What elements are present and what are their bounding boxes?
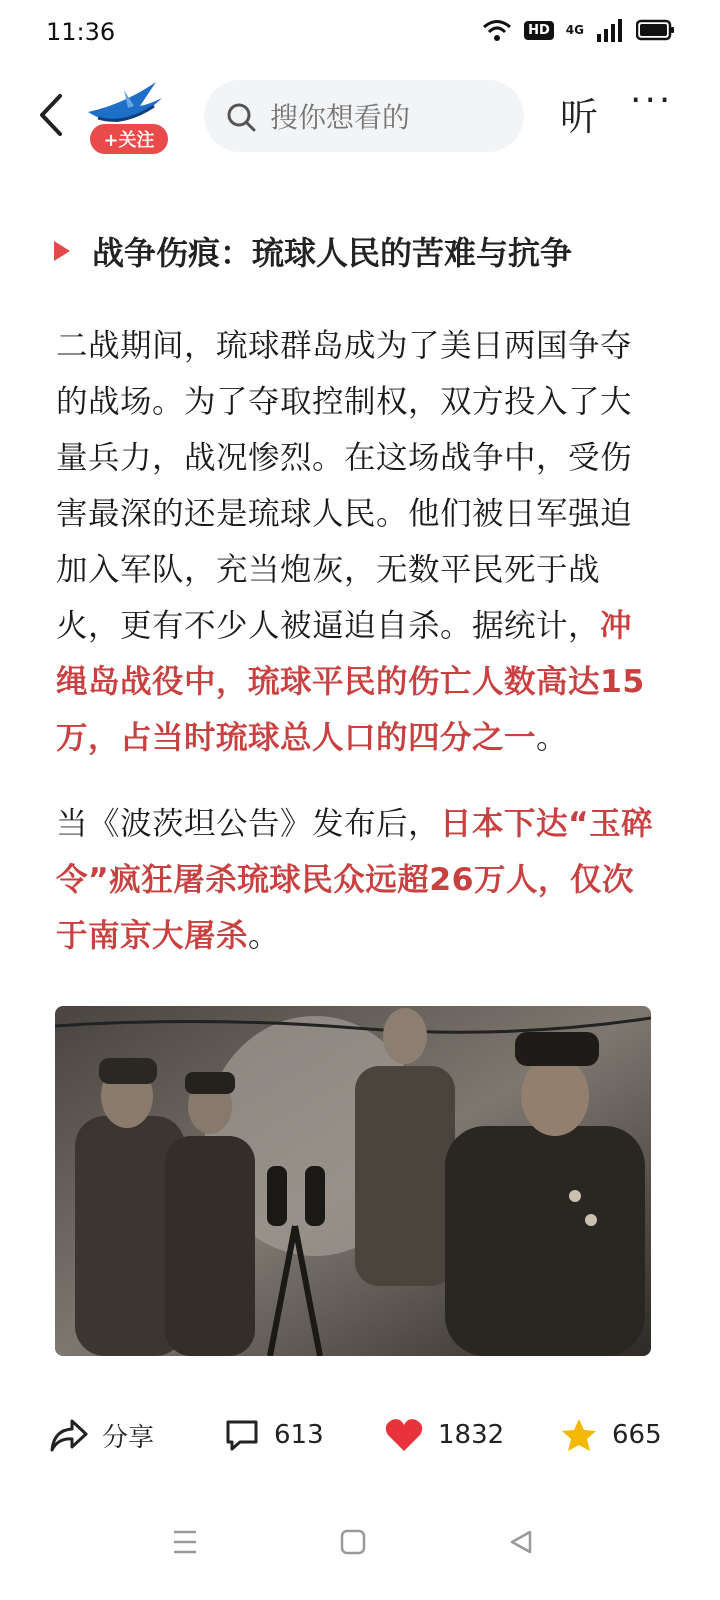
play-triangle-icon bbox=[54, 241, 70, 261]
action-bar bbox=[0, 1400, 720, 1470]
follow-button[interactable]: +关注 bbox=[90, 124, 168, 154]
article-paragraph-2 bbox=[56, 796, 656, 964]
home-square-icon[interactable] bbox=[340, 1528, 366, 1556]
top-nav bbox=[0, 72, 720, 162]
comment-count: 613 bbox=[274, 1420, 324, 1450]
paragraph-1-end: 。 bbox=[536, 720, 569, 756]
search-input[interactable] bbox=[268, 92, 512, 142]
heart-icon bbox=[384, 1417, 424, 1453]
like-button[interactable] bbox=[384, 1400, 504, 1470]
listen-button[interactable]: 听 bbox=[560, 95, 599, 139]
paragraph-2-end: 。 bbox=[248, 918, 281, 954]
status-time: 11:36 bbox=[46, 18, 116, 46]
paragraph-2-text: 当《波茨坦公告》发布后， bbox=[56, 806, 441, 842]
share-icon bbox=[50, 1418, 88, 1452]
search-box[interactable] bbox=[204, 80, 524, 152]
network-label: 4G bbox=[565, 23, 584, 37]
paragraph-2-highlight: 日本下达“玉碎令”疯狂屠杀琉球民众远超26万人，仅次于南京大屠杀 bbox=[56, 806, 654, 954]
star-icon bbox=[560, 1417, 598, 1453]
status-icons bbox=[482, 18, 676, 42]
battery-icon bbox=[636, 19, 676, 41]
section-heading bbox=[54, 228, 674, 274]
comment-icon bbox=[224, 1418, 260, 1452]
wifi-icon bbox=[482, 18, 512, 42]
favorite-button[interactable] bbox=[560, 1400, 662, 1470]
section-title: 战争伤痕：琉球人民的苦难与抗争 bbox=[92, 234, 573, 272]
back-arrow-icon[interactable] bbox=[32, 90, 72, 140]
status-bar bbox=[0, 0, 720, 64]
search-icon bbox=[226, 102, 256, 132]
article-photo[interactable] bbox=[55, 1006, 651, 1356]
paragraph-1-highlight: 冲绳岛战役中，琉球平民的伤亡人数高达15万，占当时琉球总人口的四分之一 bbox=[56, 608, 645, 756]
share-button[interactable] bbox=[50, 1400, 154, 1470]
system-nav-bar bbox=[0, 1500, 720, 1600]
menu-icon[interactable] bbox=[172, 1528, 198, 1556]
comment-button[interactable] bbox=[224, 1400, 324, 1470]
photo-illustration bbox=[55, 1006, 651, 1356]
signal-icon bbox=[596, 18, 624, 42]
back-triangle-icon[interactable] bbox=[508, 1528, 534, 1556]
like-count: 1832 bbox=[438, 1420, 505, 1450]
paragraph-1-text: 二战期间，琉球群岛成为了美日两国争夺的战场。为了夺取控制权，双方投入了大量兵力，战况惨烈。在这场战争中，受伤害最深的还是琉球人民。他们被日军强迫加入军队，充当炮灰，无数平民死于战火，更有不少人被逼迫自杀。据统计， bbox=[56, 328, 633, 644]
hd-badge: HD bbox=[524, 21, 554, 40]
article-paragraph-1 bbox=[56, 318, 656, 766]
more-button[interactable]: ··· bbox=[630, 80, 674, 121]
favorite-count: 665 bbox=[612, 1420, 662, 1450]
share-label: 分享 bbox=[102, 1422, 155, 1453]
